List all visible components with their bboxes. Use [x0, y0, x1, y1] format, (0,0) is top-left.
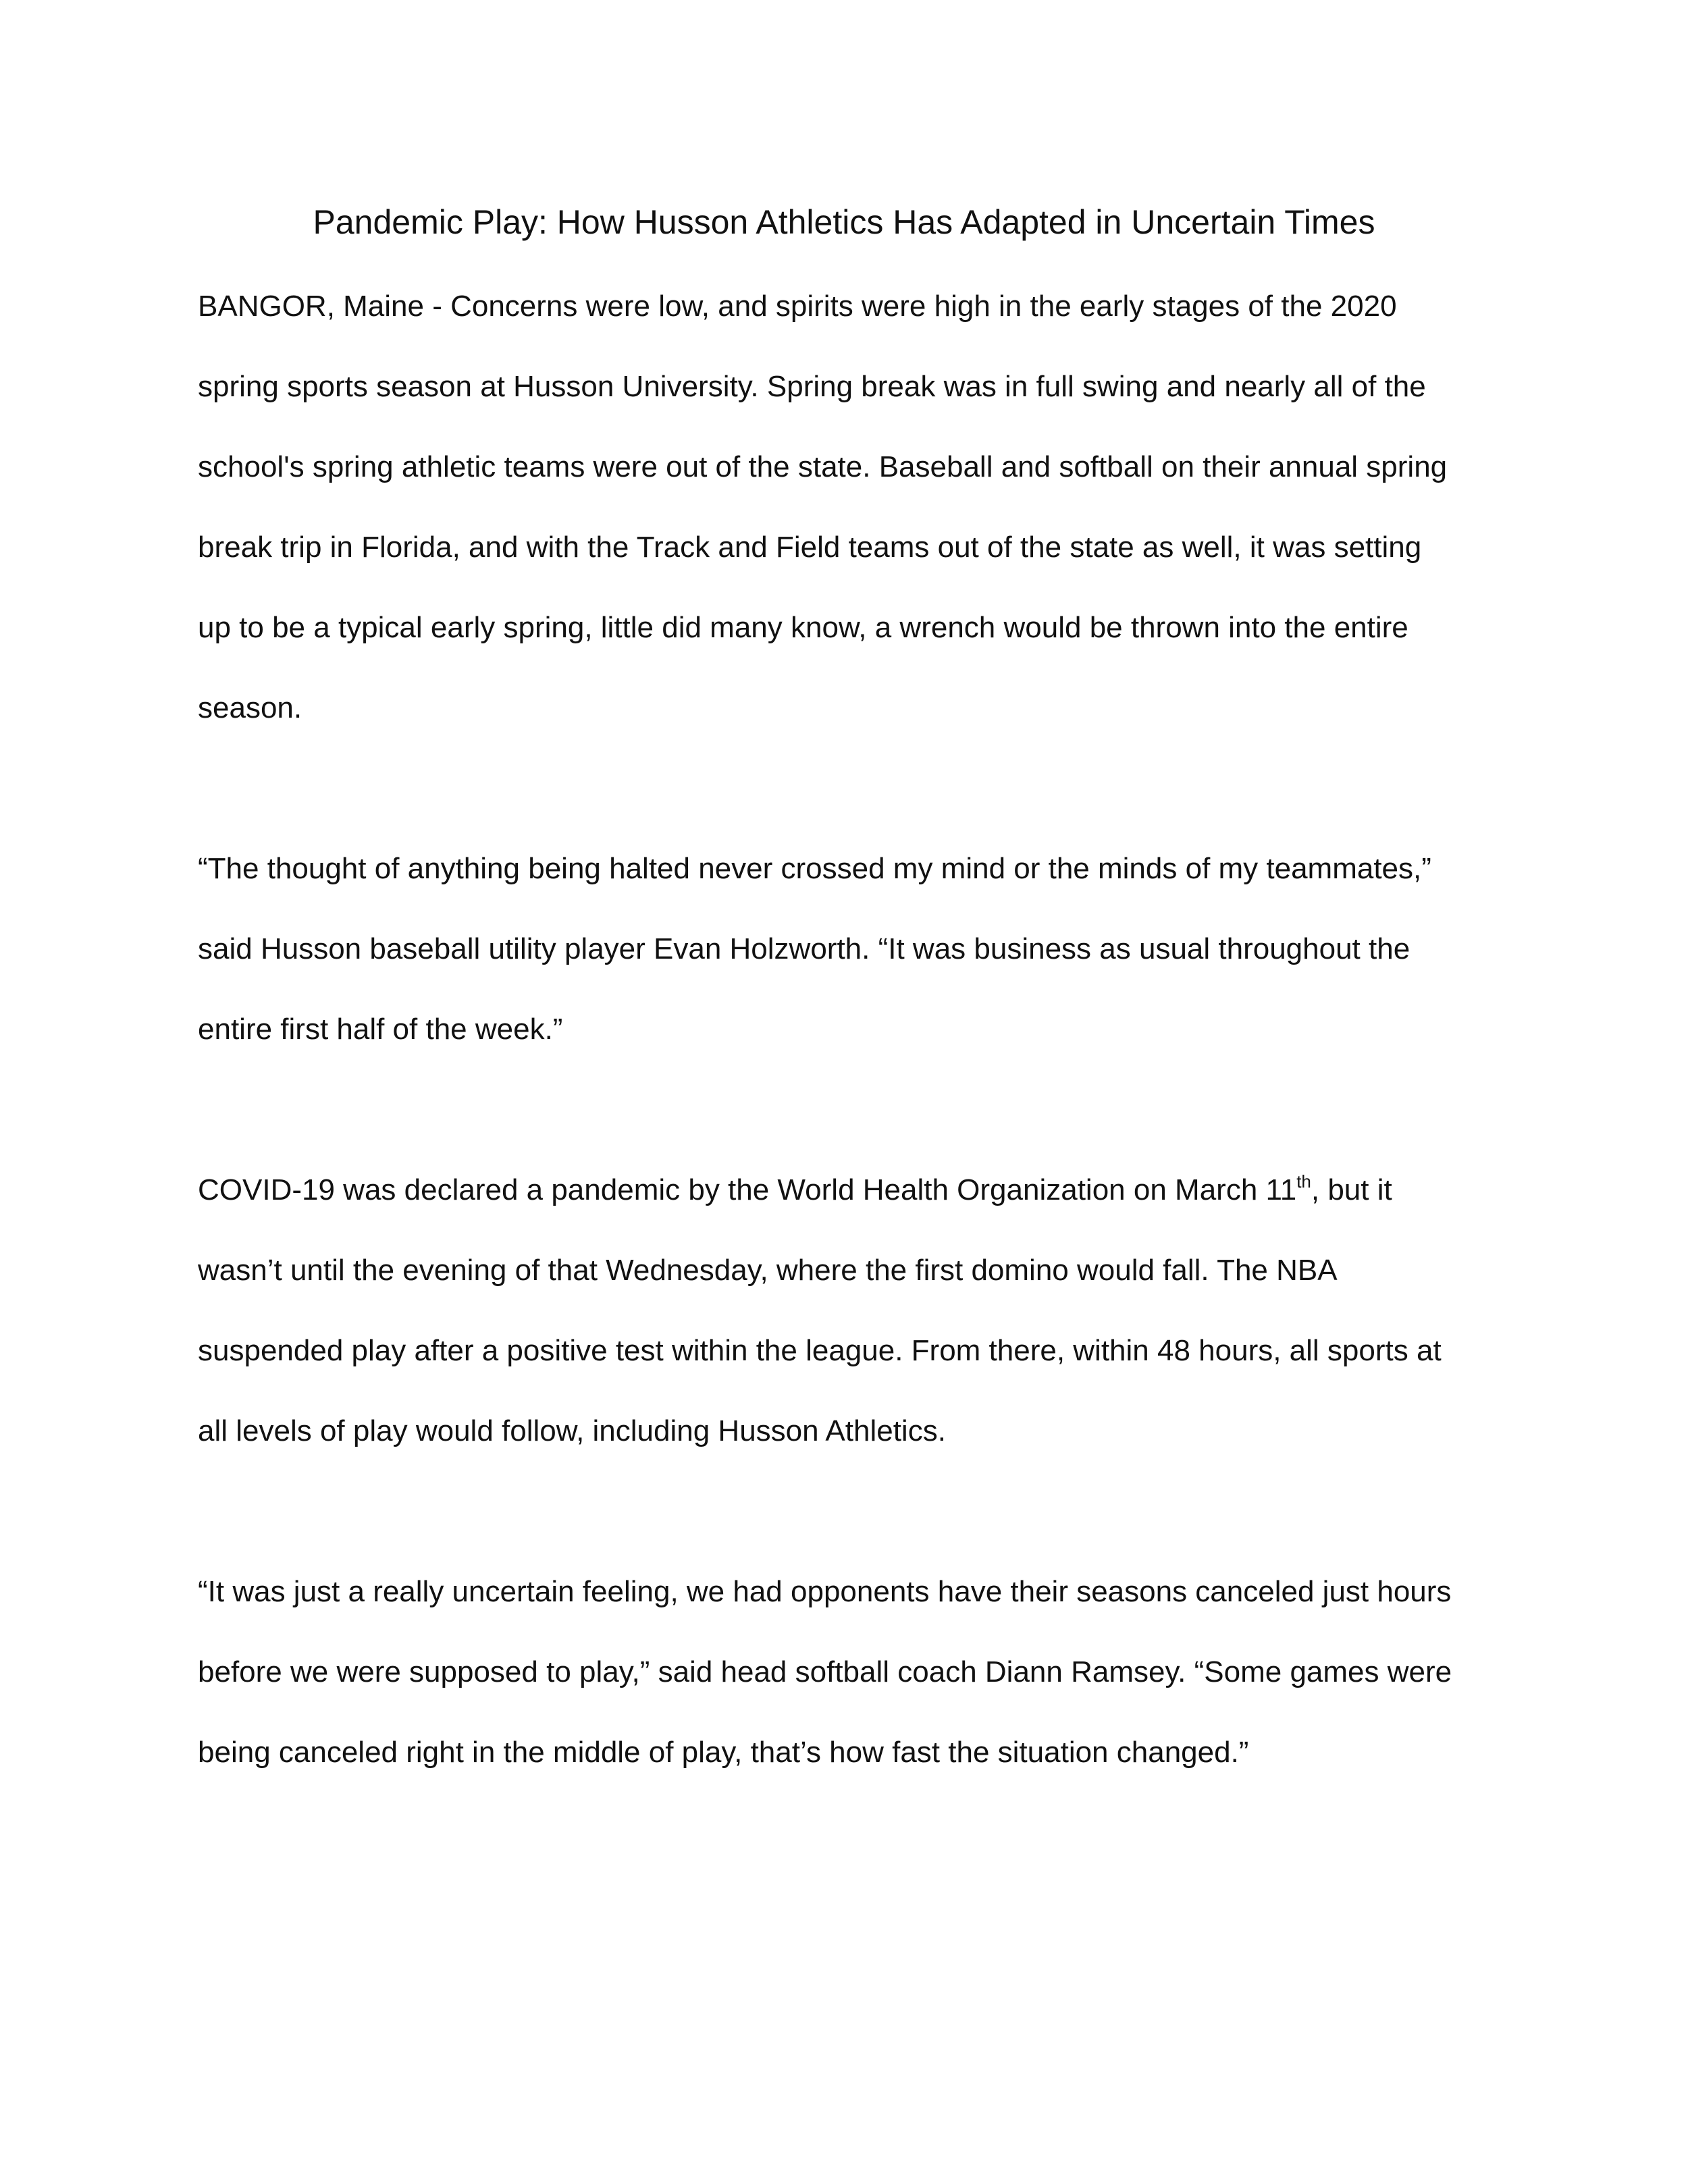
- paragraph-line: said Husson baseball utility player Evan Holzworth. “It was business as usual throughout the: [198, 932, 1410, 965]
- paragraph-line: “It was just a really uncertain feeling, we had opponents have their seasons canceled just hours: [198, 1575, 1452, 1608]
- paragraph-ramsey-quote: [198, 1551, 1494, 1792]
- paragraph-line: spring sports season at Husson University. Spring break was in full swing and nearly all of the: [198, 370, 1426, 403]
- paragraph-line: school's spring athletic teams were out of the state. Baseball and softball on their annual spring: [198, 450, 1448, 483]
- paragraph-line: [198, 1150, 1494, 1230]
- paragraph-line: entire first half of the week.”: [198, 1013, 563, 1046]
- line-text-after: , but it: [1311, 1173, 1392, 1206]
- paragraph-line: “The thought of anything being halted never crossed my mind or the minds of my teammates,”: [198, 852, 1431, 885]
- paragraph-line: being canceled right in the middle of play, that’s how fast the situation changed.”: [198, 1736, 1249, 1769]
- paragraph-covid: [198, 1150, 1494, 1471]
- paragraph-line: wasn’t until the evening of that Wednesday, where the first domino would fall. The NBA: [198, 1254, 1338, 1287]
- ordinal-suffix: th: [1296, 1171, 1311, 1192]
- paragraph-line: season.: [198, 691, 302, 724]
- paragraph-line: break trip in Florida, and with the Track and Field teams out of the state as well, it was setting: [198, 531, 1422, 564]
- paragraph-line: before we were supposed to play,” said head softball coach Diann Ramsey. “Some games were: [198, 1655, 1452, 1688]
- paragraph-holzworth-quote: [198, 828, 1494, 1069]
- paragraph-line: all levels of play would follow, including Husson Athletics.: [198, 1414, 946, 1447]
- paragraph-line: suspended play after a positive test within the league. From there, within 48 hours, all sports at: [198, 1334, 1442, 1367]
- paragraph-line: up to be a typical early spring, little did many know, a wrench would be thrown into the entire: [198, 611, 1408, 644]
- paragraph-intro: [198, 266, 1494, 748]
- article-title: Pandemic Play: How Husson Athletics Has Adapted in Uncertain Times: [313, 203, 1375, 241]
- paragraph-line: BANGOR, Maine - Concerns were low, and spirits were high in the early stages of the 2020: [198, 290, 1397, 323]
- line-text-before: COVID-19 was declared a pandemic by the World Health Organization on March 11: [198, 1173, 1297, 1206]
